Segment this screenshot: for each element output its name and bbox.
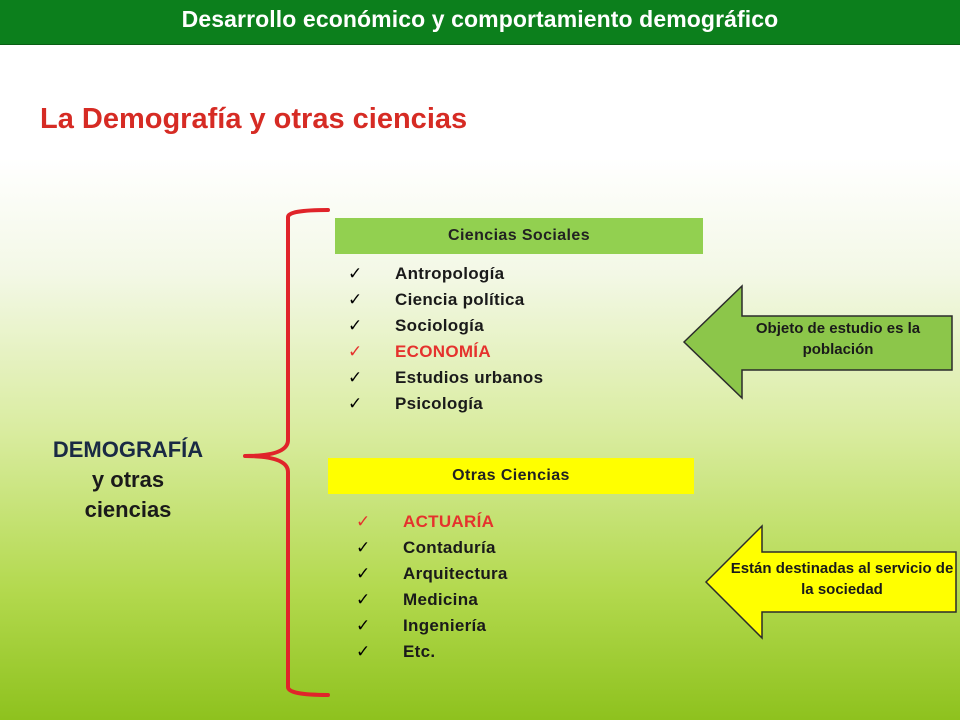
curly-brace (240, 205, 340, 705)
list-item-label: Arquitectura (403, 564, 508, 583)
list-item-label: Contaduría (403, 538, 496, 557)
list-item (356, 561, 676, 587)
list-item (356, 587, 676, 613)
list-item-highlighted (356, 509, 676, 535)
list-item-label: ACTUARÍA (403, 512, 495, 531)
check-icon: ✓ (348, 290, 363, 310)
list-item-label: Sociología (395, 316, 484, 335)
list-item-label: Medicina (403, 590, 479, 609)
ciencias-sociales-header: Ciencias Sociales (335, 218, 703, 254)
list-item (348, 287, 668, 313)
list-item-label: Ingeniería (403, 616, 487, 635)
check-icon: ✓ (356, 616, 371, 636)
center-label (28, 435, 228, 525)
arrow-top-text: Objeto de estudio es la población (755, 320, 921, 358)
center-label-line1: DEMOGRAFÍA (52, 437, 204, 462)
list-item-highlighted (348, 339, 668, 365)
list-item-label: Antropología (395, 264, 505, 283)
list-item (348, 391, 668, 417)
arrow-bottom-text: Están destinadas al servicio de la sociedad (730, 560, 954, 598)
check-icon: ✓ (356, 642, 371, 662)
center-label-line2: y otras (91, 467, 165, 492)
check-icon: ✓ (348, 316, 363, 336)
check-icon: ✓ (348, 394, 363, 414)
check-icon: ✓ (348, 368, 363, 388)
list-item-label: Ciencia política (395, 290, 525, 309)
check-icon: ✓ (356, 538, 371, 558)
slide-heading: La Demografía y otras ciencias (40, 103, 468, 135)
check-icon: ✓ (356, 590, 371, 610)
list-item (348, 365, 668, 391)
list-item-label: ECONOMÍA (395, 342, 491, 361)
check-icon: ✓ (356, 564, 371, 584)
list-item-label: Estudios urbanos (395, 368, 544, 387)
curly-brace-path (245, 210, 328, 695)
otras-ciencias-list (356, 509, 676, 665)
ciencias-sociales-list (348, 261, 668, 417)
list-item (348, 261, 668, 287)
otras-ciencias-header: Otras Ciencias (328, 458, 694, 494)
slide-title: Desarrollo económico y comportamiento demográfico (181, 6, 779, 32)
list-item (356, 535, 676, 561)
list-item-label: Psicología (395, 394, 484, 413)
list-item (356, 639, 676, 665)
center-label-line3: ciencias (84, 497, 172, 522)
check-icon: ✓ (348, 342, 363, 362)
list-item-label: Etc. (403, 642, 436, 661)
list-item (356, 613, 676, 639)
check-icon: ✓ (356, 512, 371, 532)
title-bar (0, 0, 960, 45)
check-icon: ✓ (348, 264, 363, 284)
list-item (348, 313, 668, 339)
